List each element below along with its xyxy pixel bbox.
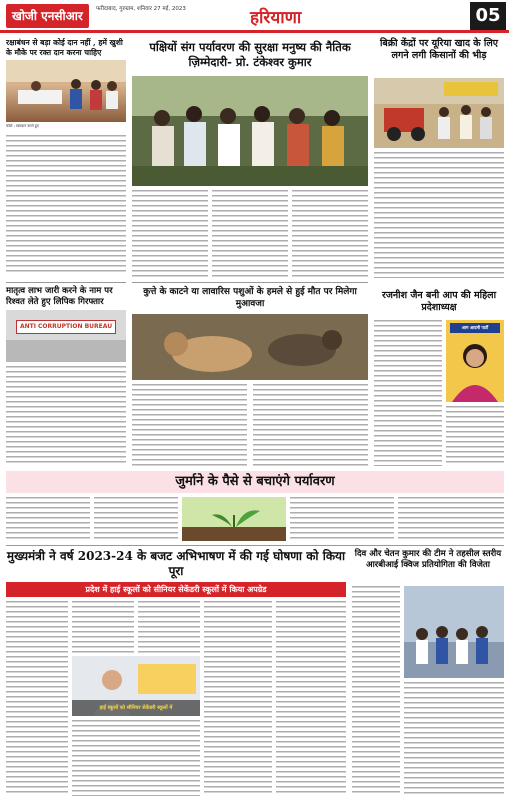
main-body-col3 xyxy=(292,190,368,278)
dog-photo-art xyxy=(132,314,368,380)
aap-body-2 xyxy=(446,406,504,466)
quiz-headline: दिव और चेतन कुमार की टीम ने तहसील स्तरीय आरबीआई क्विज प्रतियोगिता की विजेता xyxy=(354,549,502,570)
blood-donation-caption: फोटो : रक्तदान करते हुए xyxy=(6,124,39,128)
main-photo-art xyxy=(132,76,368,186)
rajnish-jain-photo xyxy=(446,320,504,402)
rule xyxy=(132,282,368,283)
newspaper-brand: खोजी एनसीआर xyxy=(6,4,89,28)
quiz-body-col2 xyxy=(404,682,504,796)
quiz-photo-art xyxy=(404,586,504,678)
fine-environment-headline: जुर्माने के पैसे से बचाएंगे पर्यावरण xyxy=(6,471,504,493)
page-number: 05 xyxy=(470,2,506,30)
blood-donation-body xyxy=(6,135,126,275)
dog-photo xyxy=(132,314,368,380)
upgrade-band: प्रदेश में हाई स्कूलों को सीनियर सेकेंडरी स्कूलों में किया अपग्रेड xyxy=(6,582,346,597)
quiz-photo xyxy=(404,586,504,678)
plant-photo-art xyxy=(182,497,286,541)
blood-donation-photo xyxy=(6,60,126,122)
fine-body-col4 xyxy=(398,497,504,541)
aap-body xyxy=(374,320,442,466)
fine-body-col3 xyxy=(290,497,394,541)
aap-badge: आम आदमी पार्टी xyxy=(450,323,500,333)
main-body-col2 xyxy=(212,190,288,278)
main-photo xyxy=(132,76,368,186)
rule xyxy=(6,545,504,546)
acb-sign: ANTI CORRUPTION BUREAU xyxy=(16,320,116,334)
acb-building xyxy=(6,340,126,362)
section-title: हरियाणा xyxy=(250,8,302,28)
portrait-art xyxy=(446,334,504,402)
plant-photo xyxy=(182,497,286,541)
cm-budget-headline: मुख्यमंत्री ने वर्ष 2023-24 के बजट अभिभाषण में की गई घोषणा को किया पूरा xyxy=(6,549,346,578)
blood-donation-headline: रक्षाबंधन से बड़ा कोई दान नहीं , हमें खुशी के मौके पर रक्त दान करना चाहिए xyxy=(6,38,123,57)
rule xyxy=(6,282,126,283)
cm-body-col5 xyxy=(276,601,346,796)
dog-bite-body-col2 xyxy=(253,384,368,466)
urea-photo-art xyxy=(374,78,504,148)
fine-body-col2 xyxy=(94,497,178,541)
urea-headline: बिक्री केंद्रों पर यूरिया खाद के लिए लगने लगी किसानों की भीड़ xyxy=(379,38,499,61)
main-headline: पक्षियों संग पर्यावरण की सुरक्षा मनुष्य की नैतिक ज़िम्मेदारी- प्रो. टंकेश्वर कुमार xyxy=(149,40,351,69)
dog-bite-headline: कुत्ते के काटने या लावारिस पशुओं के हमले से हुई मौत पर मिलेगा मुआवजा xyxy=(143,287,357,309)
cm-body-col3a xyxy=(138,601,200,653)
aap-headline: रजनीश जैन बनी आप की महिला प्रदेशाध्यक्ष xyxy=(381,290,497,313)
dateline: फरीदाबाद, गुरुग्राम, शनिवार 27 मई, 2023 xyxy=(96,6,186,12)
cm-body-col4 xyxy=(204,601,272,796)
fine-body-col1 xyxy=(6,497,90,541)
dog-bite-body-col1 xyxy=(132,384,247,466)
bribery-body xyxy=(6,366,126,466)
main-body-col1 xyxy=(132,190,208,278)
cm-body-col2b xyxy=(72,720,200,796)
cm-body-col2a xyxy=(72,601,134,653)
urea-body xyxy=(374,152,504,278)
cm-body-col1 xyxy=(6,601,68,796)
acb-photo xyxy=(6,310,126,362)
quiz-body-col1 xyxy=(352,586,400,796)
cm-photo xyxy=(72,656,200,716)
cm-photo-caption: हाई स्कूलों को सीनियर सेकेंडरी स्कूलों में xyxy=(72,700,200,716)
blood-donation-photo-art xyxy=(6,60,126,122)
urea-photo xyxy=(374,78,504,148)
bribery-headline: मातृत्व लाभ जारी करने के नाम पर रिश्वत लेते हुए लिपिक गिरफ्तार xyxy=(6,286,113,307)
